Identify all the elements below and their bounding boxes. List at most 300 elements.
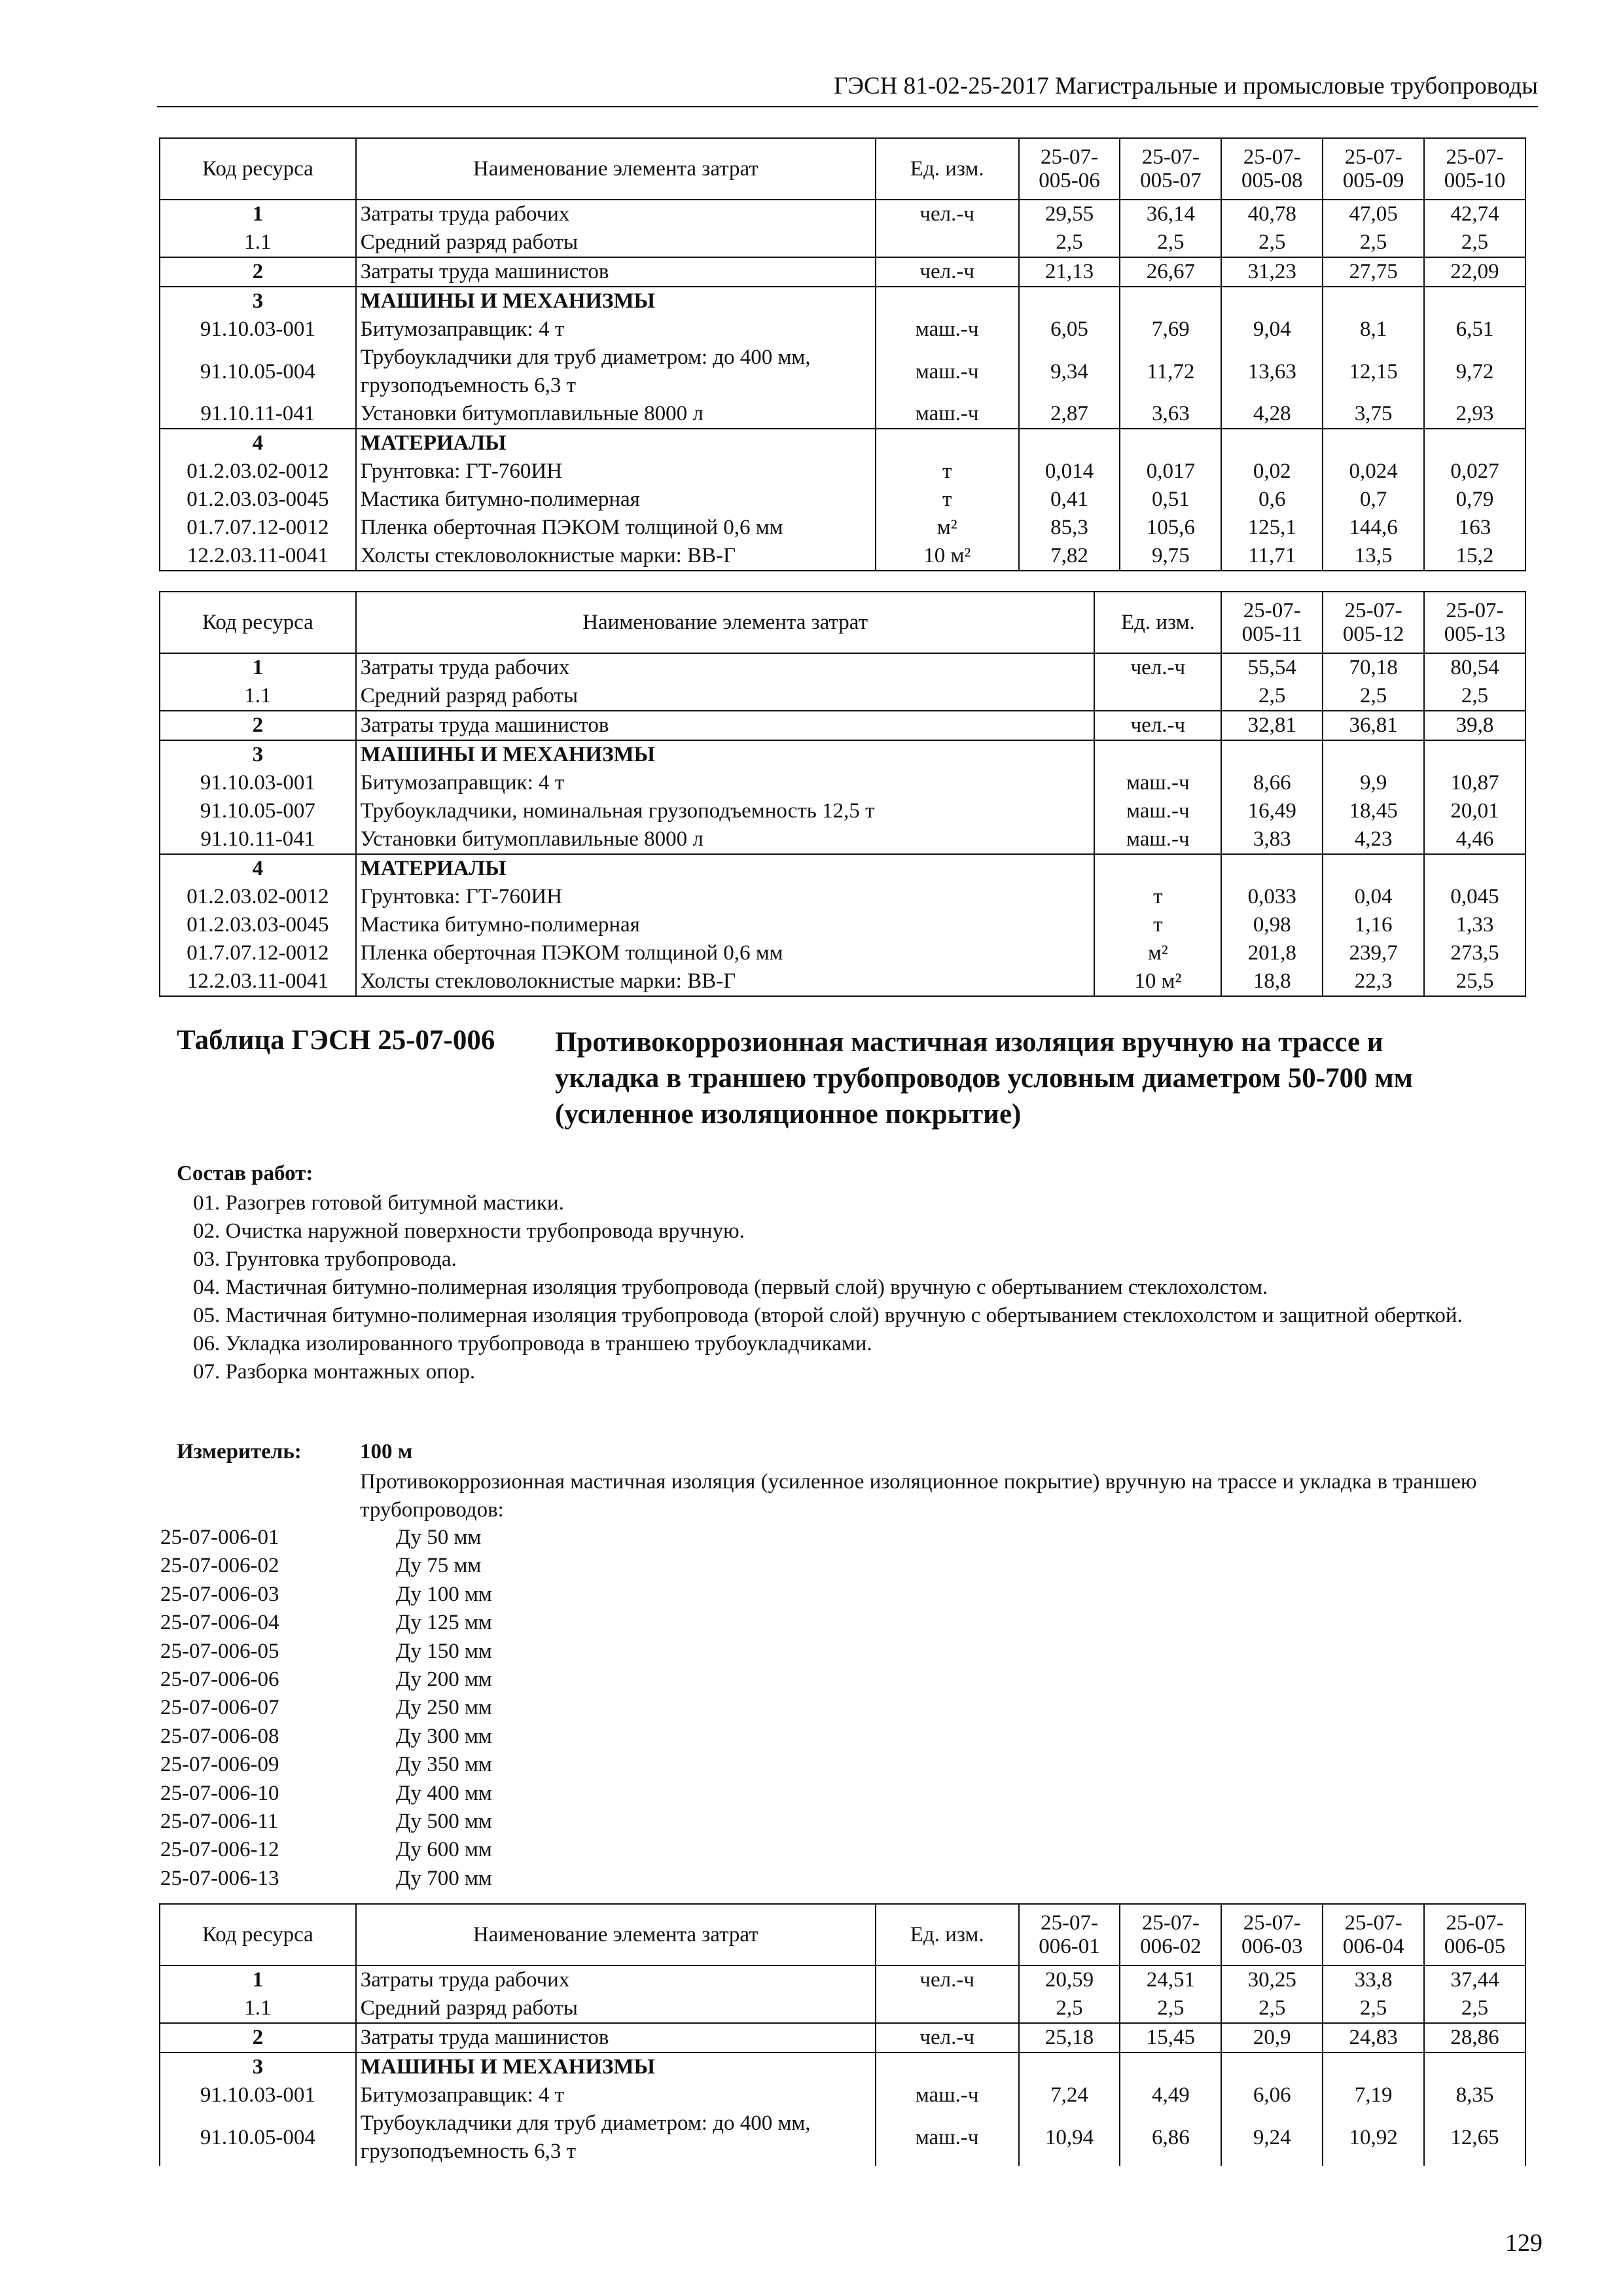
table-row [160,854,1525,883]
norm-value: 29,55 [1019,200,1120,228]
norm-value: 2,5 [1424,682,1525,711]
pipe-diameter: Ду 350 мм [396,1753,492,1777]
norm-value: 2,5 [1424,1994,1525,2023]
resource-unit: маш.-ч [876,315,1019,344]
norm-value: 2,5 [1120,1994,1221,2023]
table-number: Таблица ГЭСН 25-07-006 [177,1025,495,1056]
norm-code: 25-07-006-08 [160,1724,279,1748]
resource-unit [1094,740,1221,769]
meter-unit: 100 м [360,1440,413,1463]
norm-value: 7,82 [1019,542,1120,571]
norm-code: 25-07-006-13 [160,1866,279,1890]
norm-value: 12,15 [1323,344,1424,400]
norm-value: 12,65 [1424,2109,1525,2166]
resource-unit [876,1994,1019,2023]
norm-value: 11,71 [1221,542,1323,571]
norm-value: 20,59 [1019,1965,1120,1994]
page-number: 129 [1505,2229,1543,2257]
table-row [160,911,1525,939]
norm-value: 239,7 [1323,939,1424,967]
col-header-name: Наименование элемента затрат [356,138,876,200]
resource-name: Битумозаправщик: 4 т [356,769,1095,797]
norm-value: 28,86 [1424,2023,1525,2053]
norm-code: 25-07-006-02 [160,1554,279,1578]
norm-value: 163 [1424,514,1525,542]
resource-code: 01.7.07.12-0012 [160,939,356,967]
col-header-name: Наименование элемента затрат [356,1904,876,1965]
norm-value: 27,75 [1323,257,1424,287]
norm-value [1120,429,1221,457]
norm-value: 24,51 [1120,1965,1221,1994]
pipe-diameter: Ду 50 мм [396,1526,482,1549]
col-header-unit: Ед. изм. [876,138,1019,200]
resource-name: МАШИНЫ И МЕХАНИЗМЫ [356,740,1095,769]
norm-code: 25-07-006-03 [160,1582,279,1606]
norm-value: 2,5 [1120,228,1221,257]
norm-value: 20,01 [1424,797,1525,825]
work-scope-list [193,1189,1469,1386]
norm-value: 2,5 [1323,228,1424,257]
norm-value: 10,94 [1019,2109,1120,2166]
table-row [160,2109,1525,2166]
norm-value: 2,5 [1221,228,1323,257]
work-item: 05. Мастичная битумно-полимерная изоляция трубопровода (второй слой) вручную с обертыванием стеклохолстом и защитной оберткой. [193,1304,1463,1327]
norm-value [1323,429,1424,457]
table-row [160,711,1525,740]
norm-value: 6,05 [1019,315,1120,344]
norm-code-row [160,1524,592,1552]
resource-code: 2 [160,257,356,287]
norm-code: 25-07-006-07 [160,1696,279,1720]
meter-description: Противокоррозионная мастичная изоляция (усиленное изоляционное покрытие) вручную на трассе и укладка в траншею трубопроводов: [360,1470,1477,1522]
table-row [160,344,1525,400]
norm-value: 15,45 [1120,2023,1221,2053]
norm-value: 25,5 [1424,967,1525,996]
norm-value: 273,5 [1424,939,1525,967]
norm-value: 0,024 [1323,457,1424,486]
norm-value: 3,75 [1323,400,1424,429]
resource-name: Затраты труда машинистов [356,2023,876,2053]
table-row [160,769,1525,797]
norm-value: 0,98 [1221,911,1323,939]
norm-value: 32,81 [1221,711,1323,740]
resource-code: 2 [160,2023,356,2053]
norm-value: 2,5 [1323,682,1424,711]
col-header-code: Код ресурса [160,592,356,653]
resource-unit: чел.-ч [1094,653,1221,682]
table-row [160,2053,1525,2081]
resource-unit: чел.-ч [876,257,1019,287]
table-row [160,2081,1525,2109]
col-header-unit: Ед. изм. [876,1904,1019,1965]
pipe-diameter: Ду 400 мм [396,1781,492,1805]
norm-value: 0,02 [1221,457,1323,486]
norm-value: 8,66 [1221,769,1323,797]
norm-value: 9,34 [1019,344,1120,400]
resource-name: Средний разряд работы [356,682,1095,711]
col-header-norm: 25-07-006-04 [1323,1904,1424,1965]
resource-table-006-01-05 [159,1903,1526,2166]
norm-code: 25-07-006-12 [160,1838,279,1862]
norm-code: 25-07-006-01 [160,1526,279,1549]
col-header-norm: 25-07-006-02 [1120,1904,1221,1965]
resource-code: 1 [160,200,356,228]
norm-code-row [160,1581,592,1609]
resource-name: Мастика битумно-полимерная [356,486,876,514]
resource-name: Грунтовка: ГТ-760ИН [356,883,1095,911]
norm-value: 2,5 [1323,1994,1424,2023]
table-row [160,486,1525,514]
norm-value: 0,014 [1019,457,1120,486]
norm-value: 105,6 [1120,514,1221,542]
norm-value: 13,5 [1323,542,1424,571]
col-header-norm: 25-07-006-01 [1019,1904,1120,1965]
resource-unit: т [1094,911,1221,939]
meter-label: Измеритель: [177,1440,302,1463]
norm-value: 0,7 [1323,486,1424,514]
norm-code-row [160,1808,592,1836]
norm-value: 7,19 [1323,2081,1424,2109]
norm-value: 1,33 [1424,911,1525,939]
norm-value: 6,86 [1120,2109,1221,2166]
resource-code: 1.1 [160,682,356,711]
norm-value: 3,83 [1221,825,1323,854]
resource-unit: т [876,457,1019,486]
norm-value: 11,72 [1120,344,1221,400]
resource-code: 91.10.05-004 [160,344,356,400]
norm-value [1424,429,1525,457]
resource-unit: маш.-ч [876,2109,1019,2166]
norm-value: 9,04 [1221,315,1323,344]
resource-code: 91.10.03-001 [160,769,356,797]
norm-value: 39,8 [1424,711,1525,740]
resource-name: Установки битумоплавильные 8000 л [356,400,876,429]
resource-unit [876,2053,1019,2081]
resource-table-005-06-10 [159,137,1526,571]
resource-code: 2 [160,711,356,740]
running-header: ГЭСН 81-02-25-2017 Магистральные и промысловые трубопроводы [834,73,1538,99]
norm-value: 4,46 [1424,825,1525,854]
resource-name: Затраты труда машинистов [356,257,876,287]
norm-code-list [160,1524,592,1893]
resource-code: 91.10.03-001 [160,2081,356,2109]
resource-unit: маш.-ч [1094,797,1221,825]
resource-unit: м² [876,514,1019,542]
norm-value: 4,23 [1323,825,1424,854]
pipe-diameter: Ду 125 мм [396,1611,492,1635]
table-row [160,967,1525,996]
norm-code: 25-07-006-04 [160,1611,279,1635]
norm-value [1019,2053,1120,2081]
work-scope-heading: Состав работ: [177,1162,313,1185]
norm-value: 0,6 [1221,486,1323,514]
norm-value: 20,9 [1221,2023,1323,2053]
norm-value [1120,2053,1221,2081]
work-item: 03. Грунтовка трубопровода. [193,1247,457,1271]
norm-value: 33,8 [1323,1965,1424,1994]
resource-code: 91.10.05-004 [160,2109,356,2166]
norm-code-row [160,1836,592,1864]
norm-value [1221,740,1323,769]
pipe-diameter: Ду 200 мм [396,1668,492,1692]
norm-value [1221,429,1323,457]
norm-value: 22,3 [1323,967,1424,996]
norm-value: 0,51 [1120,486,1221,514]
norm-value [1019,429,1120,457]
norm-code-row [160,1865,592,1893]
resource-unit: 10 м² [1094,967,1221,996]
col-header-norm: 25-07-005-13 [1424,592,1525,653]
norm-value: 85,3 [1019,514,1120,542]
norm-value: 2,5 [1221,1994,1323,2023]
norm-value: 7,69 [1120,315,1221,344]
table-row [160,740,1525,769]
norm-value: 15,2 [1424,542,1525,571]
resource-name: МАШИНЫ И МЕХАНИЗМЫ [356,2053,876,2081]
pipe-diameter: Ду 75 мм [396,1554,482,1578]
norm-value: 8,35 [1424,2081,1525,2109]
resource-unit [1094,854,1221,883]
resource-table-005-11-13 [159,591,1526,997]
norm-value [1221,854,1323,883]
resource-code: 3 [160,287,356,315]
pipe-diameter: Ду 600 мм [396,1838,492,1862]
norm-code-row [160,1552,592,1580]
resource-unit [1094,682,1221,711]
norm-value [1323,740,1424,769]
norm-value [1221,287,1323,315]
col-header-norm: 25-07-006-05 [1424,1904,1525,1965]
pipe-diameter: Ду 250 мм [396,1696,492,1720]
work-item: 04. Мастичная битумно-полимерная изоляция трубопровода (первый слой) вручную с обертыванием стеклохолстом. [193,1276,1268,1299]
norm-code-row [160,1609,592,1637]
table-row [160,400,1525,429]
table-row [160,1965,1525,1994]
norm-value: 40,78 [1221,200,1323,228]
work-item: 06. Укладка изолированного трубопровода в траншею трубоукладчиками. [193,1332,872,1355]
norm-value [1019,287,1120,315]
norm-value: 4,28 [1221,400,1323,429]
table-title: Противокоррозионная мастичная изоляция вручную на трассе и укладка в траншею трубопроводов условным диаметром 50-700 мм (усиленное изоляционное покрытие) [555,1027,1413,1130]
norm-value: 144,6 [1323,514,1424,542]
resource-code: 01.2.03.02-0012 [160,457,356,486]
resource-code: 01.2.03.03-0045 [160,486,356,514]
norm-value: 0,017 [1120,457,1221,486]
work-item: 02. Очистка наружной поверхности трубопровода вручную. [193,1219,745,1243]
table-row [160,228,1525,257]
norm-value: 37,44 [1424,1965,1525,1994]
norm-value: 0,04 [1323,883,1424,911]
col-header-unit: Ед. изм. [1094,592,1221,653]
resource-code: 91.10.03-001 [160,315,356,344]
norm-value [1323,2053,1424,2081]
norm-value: 10,87 [1424,769,1525,797]
resource-unit [876,228,1019,257]
table-row [160,825,1525,854]
pipe-diameter: Ду 100 мм [396,1582,492,1606]
resource-name: Средний разряд работы [356,228,876,257]
table-row [160,797,1525,825]
resource-unit: маш.-ч [876,400,1019,429]
col-header-norm: 25-07-005-10 [1424,138,1525,200]
norm-value: 9,24 [1221,2109,1323,2166]
resource-unit: т [876,486,1019,514]
col-header-norm: 25-07-005-11 [1221,592,1323,653]
norm-code-row [160,1694,592,1722]
resource-unit: чел.-ч [876,200,1019,228]
resource-name: Затраты труда рабочих [356,200,876,228]
table-row [160,200,1525,228]
col-header-norm: 25-07-005-07 [1120,138,1221,200]
resource-unit: чел.-ч [876,1965,1019,1994]
norm-code-row [160,1638,592,1666]
resource-unit: чел.-ч [1094,711,1221,740]
resource-code: 91.10.05-007 [160,797,356,825]
resource-code: 4 [160,854,356,883]
norm-value: 0,41 [1019,486,1120,514]
resource-code: 91.10.11-041 [160,825,356,854]
resource-unit: т [1094,883,1221,911]
norm-value: 6,51 [1424,315,1525,344]
norm-value: 24,83 [1323,2023,1424,2053]
resource-name: Средний разряд работы [356,1994,876,2023]
table-row [160,939,1525,967]
norm-value: 7,24 [1019,2081,1120,2109]
norm-code-row [160,1666,592,1694]
table-row [160,429,1525,457]
norm-value: 36,14 [1120,200,1221,228]
resource-name: Трубоукладчики для труб диаметром: до 400 мм, грузоподъемность 6,3 т [356,2109,876,2166]
norm-value: 3,63 [1120,400,1221,429]
norm-value: 16,49 [1221,797,1323,825]
norm-value: 2,5 [1019,1994,1120,2023]
resource-name: Трубоукладчики для труб диаметром: до 400 мм, грузоподъемность 6,3 т [356,344,876,400]
norm-value: 0,045 [1424,883,1525,911]
norm-code-row [160,1780,592,1808]
norm-value: 70,18 [1323,653,1424,682]
norm-value: 125,1 [1221,514,1323,542]
resource-name: Пленка оберточная ПЭКОМ толщиной 0,6 мм [356,514,876,542]
col-header-norm: 25-07-005-06 [1019,138,1120,200]
resource-code: 1 [160,1965,356,1994]
col-header-code: Код ресурса [160,138,356,200]
resource-code: 12.2.03.11-0041 [160,967,356,996]
norm-code: 25-07-006-11 [160,1810,279,1834]
norm-value: 4,49 [1120,2081,1221,2109]
norm-value: 9,9 [1323,769,1424,797]
resource-unit [876,429,1019,457]
norm-value: 13,63 [1221,344,1323,400]
resource-name: Трубоукладчики, номинальная грузоподъемность 12,5 т [356,797,1095,825]
col-header-code: Код ресурса [160,1904,356,1965]
resource-name: Битумозаправщик: 4 т [356,2081,876,2109]
norm-value: 47,05 [1323,200,1424,228]
resource-unit [876,287,1019,315]
resource-unit: маш.-ч [1094,769,1221,797]
norm-value: 21,13 [1019,257,1120,287]
resource-unit: маш.-ч [876,2081,1019,2109]
norm-value: 6,06 [1221,2081,1323,2109]
resource-unit: маш.-ч [876,344,1019,400]
norm-value: 9,75 [1120,542,1221,571]
resource-code: 4 [160,429,356,457]
resource-name: Мастика битумно-полимерная [356,911,1095,939]
resource-unit: чел.-ч [876,2023,1019,2053]
norm-value: 0,79 [1424,486,1525,514]
work-item: 01. Разогрев готовой битумной мастики. [193,1191,564,1215]
norm-value: 10,92 [1323,2109,1424,2166]
resource-code: 1.1 [160,228,356,257]
norm-value: 2,87 [1019,400,1120,429]
table-row [160,257,1525,287]
norm-value [1323,287,1424,315]
pipe-diameter: Ду 700 мм [396,1866,492,1890]
table-row [160,883,1525,911]
resource-code: 1 [160,653,356,682]
norm-value [1424,854,1525,883]
table-row [160,542,1525,571]
norm-value: 26,67 [1120,257,1221,287]
table-row [160,287,1525,315]
resource-name: МАТЕРИАЛЫ [356,429,876,457]
resource-name: МАШИНЫ И МЕХАНИЗМЫ [356,287,876,315]
header-rule [157,106,1538,107]
norm-value: 18,45 [1323,797,1424,825]
table-row [160,514,1525,542]
work-item: 07. Разборка монтажных опор. [193,1360,476,1384]
norm-value: 0,027 [1424,457,1525,486]
resource-code: 3 [160,2053,356,2081]
norm-code-row [160,1751,592,1779]
norm-value: 30,25 [1221,1965,1323,1994]
resource-name: Установки битумоплавильные 8000 л [356,825,1095,854]
table-row [160,457,1525,486]
norm-value [1221,2053,1323,2081]
norm-value: 2,5 [1019,228,1120,257]
norm-code: 25-07-006-06 [160,1668,279,1692]
norm-value [1424,740,1525,769]
table-row [160,682,1525,711]
norm-value: 2,5 [1221,682,1323,711]
resource-name: МАТЕРИАЛЫ [356,854,1095,883]
resource-name: Затраты труда машинистов [356,711,1095,740]
resource-code: 91.10.11-041 [160,400,356,429]
col-header-norm: 25-07-005-08 [1221,138,1323,200]
norm-value: 2,5 [1424,228,1525,257]
norm-value: 25,18 [1019,2023,1120,2053]
resource-name: Пленка оберточная ПЭКОМ толщиной 0,6 мм [356,939,1095,967]
resource-code: 01.2.03.02-0012 [160,883,356,911]
norm-value: 201,8 [1221,939,1323,967]
norm-value: 1,16 [1323,911,1424,939]
norm-value: 2,93 [1424,400,1525,429]
norm-value: 55,54 [1221,653,1323,682]
norm-value: 22,09 [1424,257,1525,287]
norm-code: 25-07-006-09 [160,1753,279,1777]
pipe-diameter: Ду 150 мм [396,1639,492,1663]
norm-value: 9,72 [1424,344,1525,400]
norm-code-row [160,1723,592,1751]
norm-value [1424,2053,1525,2081]
table-row [160,2023,1525,2053]
norm-value: 18,8 [1221,967,1323,996]
resource-code: 01.2.03.03-0045 [160,911,356,939]
table-row [160,1994,1525,2023]
norm-value: 31,23 [1221,257,1323,287]
resource-name: Затраты труда рабочих [356,653,1095,682]
norm-code: 25-07-006-10 [160,1781,279,1805]
table-row [160,653,1525,682]
